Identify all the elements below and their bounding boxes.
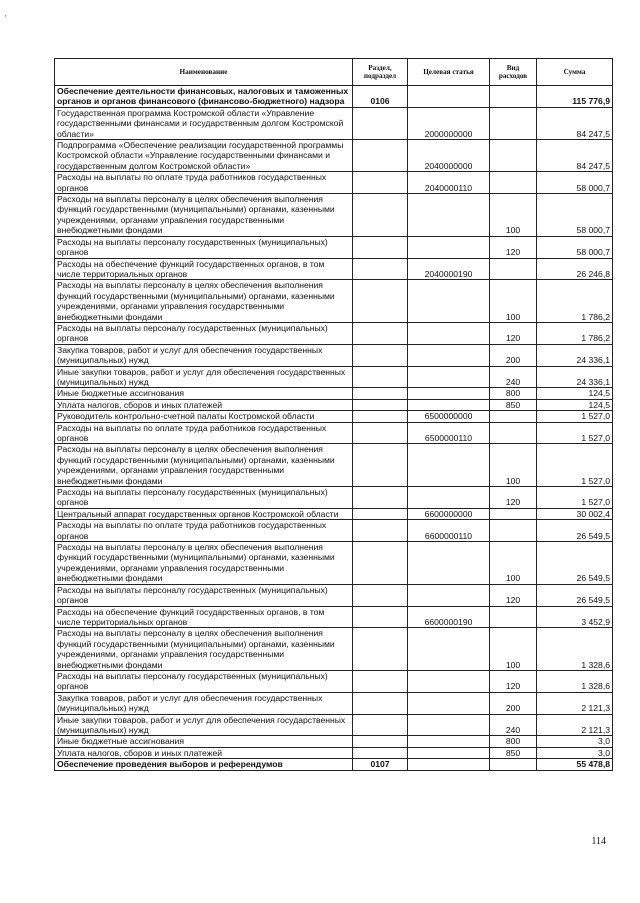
cell-section [353,584,408,606]
cell-section [353,172,408,194]
cell-type [490,606,537,628]
cell-type [490,759,537,770]
cell-name: Подпрограмма «Обеспечение реализации государственной программы Костромской области «Управление государственными финансами и государственным долгом Костромской области» [55,140,353,172]
cell-section [353,487,408,509]
cell-target [408,692,490,714]
cell-name: Расходы на выплаты персоналу в целях обеспечения выполнения функций государственными (муниципальными) органами, казенными учреждениями, органами управления государственными внебюджетными фондами [55,542,353,585]
cell-name: Иные закупки товаров, работ и услуг для обеспечения государственных (муниципальных) нужд [55,366,353,388]
cell-section [353,194,408,237]
cell-name: Расходы на выплаты по оплате труда работников государственных органов [55,520,353,542]
cell-section [353,236,408,258]
cell-sum: 3,0 [537,736,613,747]
table-row [55,759,613,770]
cell-name: Иные бюджетные ассигнования [55,388,353,399]
table-row [55,422,613,444]
table-row [55,366,613,388]
cell-name: Расходы на выплаты по оплате труда работников государственных органов [55,172,353,194]
cell-sum: 1 328,6 [537,670,613,692]
cell-section [353,606,408,628]
cell-sum: 1 786,2 [537,322,613,344]
cell-type: 850 [490,399,537,410]
table-row [55,692,613,714]
cell-type: 100 [490,628,537,671]
cell-section [353,520,408,542]
table-row [55,584,613,606]
table-row [55,736,613,747]
cell-section [353,714,408,736]
cell-target [408,628,490,671]
cell-sum: 26 549,5 [537,584,613,606]
header-section: Раздел, подраздел [353,59,408,86]
cell-target [408,86,490,108]
cell-type: 120 [490,322,537,344]
cell-section [353,388,408,399]
cell-sum: 1 527,0 [537,411,613,422]
cell-type: 100 [490,280,537,323]
cell-target [408,444,490,487]
table-row [55,670,613,692]
cell-sum: 84 247,5 [537,107,613,139]
cell-sum: 26 246,8 [537,258,613,280]
cell-name: Руководитель контрольно-счетной палаты Костромской области [55,411,353,422]
cell-type [490,422,537,444]
cell-sum: 24 336,1 [537,366,613,388]
cell-section [353,692,408,714]
cell-name: Уплата налогов, сборов и иных платежей [55,747,353,758]
cell-target [408,194,490,237]
table-row [55,542,613,585]
cell-type [490,520,537,542]
table-row [55,107,613,139]
cell-section [353,107,408,139]
cell-section [353,670,408,692]
cell-type: 120 [490,487,537,509]
cell-name: Расходы на выплаты персоналу в целях обеспечения выполнения функций государственными (муниципальными) органами, казенными учреждениями, органами управления государственными внебюджетными фондами [55,280,353,323]
cell-section [353,280,408,323]
cell-type: 800 [490,736,537,747]
cell-target: 6500000000 [408,411,490,422]
cell-section [353,736,408,747]
cell-type: 100 [490,542,537,585]
cell-section [353,422,408,444]
cell-target: 6600000190 [408,606,490,628]
cell-name: Обеспечение проведения выборов и референдумов [55,759,353,770]
table-row [55,606,613,628]
cell-section [353,366,408,388]
cell-sum: 1 527,0 [537,444,613,487]
cell-type: 120 [490,584,537,606]
cell-type [490,508,537,519]
cell-target [408,344,490,366]
cell-section [353,747,408,758]
cell-name: Расходы на выплаты по оплате труда работников государственных органов [55,422,353,444]
cell-target [408,322,490,344]
cell-type: 800 [490,388,537,399]
cell-sum: 2 121,3 [537,714,613,736]
cell-section: 0106 [353,86,408,108]
corner-mark: ' [5,14,7,23]
cell-target [408,736,490,747]
cell-section [353,140,408,172]
cell-type [490,140,537,172]
header-type: Вид расходов [490,59,537,86]
cell-name: Расходы на выплаты персоналу государственных (муниципальных) органов [55,584,353,606]
cell-target [408,399,490,410]
cell-sum: 58 000,7 [537,172,613,194]
cell-name: Уплата налогов, сборов и иных платежей [55,399,353,410]
table-row [55,508,613,519]
cell-target: 2040000190 [408,258,490,280]
table-row [55,487,613,509]
table-row [55,399,613,410]
cell-target [408,388,490,399]
table-row [55,86,613,108]
table-row [55,520,613,542]
cell-sum: 3 452,9 [537,606,613,628]
cell-type [490,107,537,139]
cell-type: 200 [490,344,537,366]
cell-name: Расходы на выплаты персоналу в целях обеспечения выполнения функций государственными (муниципальными) органами, казенными учреждениями, органами управления государственными внебюджетными фондами [55,444,353,487]
cell-sum: 30 002,4 [537,508,613,519]
cell-target [408,236,490,258]
table-row [55,236,613,258]
page-number: 114 [591,836,606,847]
cell-sum: 1 527,0 [537,487,613,509]
cell-type [490,411,537,422]
cell-name: Закупка товаров, работ и услуг для обеспечения государственных (муниципальных) нужд [55,692,353,714]
cell-section [353,628,408,671]
cell-sum: 1 786,2 [537,280,613,323]
table-row [55,628,613,671]
table-row [55,322,613,344]
cell-name: Иные закупки товаров, работ и услуг для обеспечения государственных (муниципальных) нужд [55,714,353,736]
table-row [55,444,613,487]
cell-name: Закупка товаров, работ и услуг для обеспечения государственных (муниципальных) нужд [55,344,353,366]
table-row [55,280,613,323]
table-row [55,344,613,366]
cell-sum: 3,0 [537,747,613,758]
cell-type [490,258,537,280]
cell-name: Расходы на выплаты персоналу государственных (муниципальных) органов [55,487,353,509]
cell-section [353,411,408,422]
cell-target [408,759,490,770]
cell-target [408,280,490,323]
cell-target: 2000000000 [408,107,490,139]
cell-sum: 26 549,5 [537,520,613,542]
cell-type: 240 [490,714,537,736]
cell-target [408,366,490,388]
cell-type: 120 [490,236,537,258]
cell-target [408,714,490,736]
cell-target: 6600000110 [408,520,490,542]
cell-sum: 58 000,7 [537,236,613,258]
cell-type: 120 [490,670,537,692]
cell-section [353,344,408,366]
cell-type [490,86,537,108]
cell-target: 6600000000 [408,508,490,519]
table-row [55,140,613,172]
cell-target [408,542,490,585]
cell-sum: 26 549,5 [537,542,613,585]
cell-name: Расходы на выплаты персоналу государственных (муниципальных) органов [55,236,353,258]
cell-target: 2040000110 [408,172,490,194]
table-row [55,411,613,422]
table-row [55,194,613,237]
cell-section: 0107 [353,759,408,770]
cell-section [353,258,408,280]
cell-name: Расходы на выплаты персоналу в целях обеспечения выполнения функций государственными (муниципальными) органами, казенными учреждениями, органами управления государственными внебюджетными фондами [55,194,353,237]
cell-name: Обеспечение деятельности финансовых, налоговых и таможенных органов и органов финансового (финансово-бюджетного) надзора [55,86,353,108]
cell-target: 2040000000 [408,140,490,172]
table-row [55,258,613,280]
table-body [55,86,613,771]
cell-name: Иные бюджетные ассигнования [55,736,353,747]
table-row [55,388,613,399]
table-header-row [55,59,613,86]
cell-sum: 2 121,3 [537,692,613,714]
table-row [55,714,613,736]
cell-sum: 124,5 [537,388,613,399]
cell-name: Расходы на обеспечение функций государственных органов, в том числе территориальных органов [55,258,353,280]
cell-name: Расходы на выплаты персоналу государственных (муниципальных) органов [55,322,353,344]
cell-name: Центральный аппарат государственных органов Костромской области [55,508,353,519]
cell-target [408,670,490,692]
header-name: Наименование [55,59,353,86]
cell-target: 6500000110 [408,422,490,444]
cell-section [353,542,408,585]
cell-name: Расходы на выплаты персоналу в целях обеспечения выполнения функций государственными (муниципальными) органами, казенными учреждениями, органами управления государственными внебюджетными фондами [55,628,353,671]
cell-sum: 1 328,6 [537,628,613,671]
cell-section [353,399,408,410]
cell-sum: 84 247,5 [537,140,613,172]
cell-type: 100 [490,444,537,487]
cell-target [408,747,490,758]
cell-name: Расходы на обеспечение функций государственных органов, в том числе территориальных органов [55,606,353,628]
cell-sum: 1 527,0 [537,422,613,444]
table-row [55,172,613,194]
cell-target [408,584,490,606]
cell-type [490,172,537,194]
table-row [55,747,613,758]
cell-type: 200 [490,692,537,714]
cell-section [353,508,408,519]
cell-sum: 124,5 [537,399,613,410]
cell-sum: 24 336,1 [537,344,613,366]
cell-target [408,487,490,509]
header-target: Целевая статья [408,59,490,86]
cell-sum: 55 478,8 [537,759,613,770]
cell-type: 850 [490,747,537,758]
cell-sum: 58 000,7 [537,194,613,237]
header-sum: Сумма [537,59,613,86]
cell-section [353,322,408,344]
cell-type: 100 [490,194,537,237]
budget-table [54,58,613,771]
cell-sum: 115 776,9 [537,86,613,108]
cell-name: Государственная программа Костромской области «Управление государственными финансами и государственным долгом Костромской области» [55,107,353,139]
cell-name: Расходы на выплаты персоналу государственных (муниципальных) органов [55,670,353,692]
cell-section [353,444,408,487]
cell-type: 240 [490,366,537,388]
